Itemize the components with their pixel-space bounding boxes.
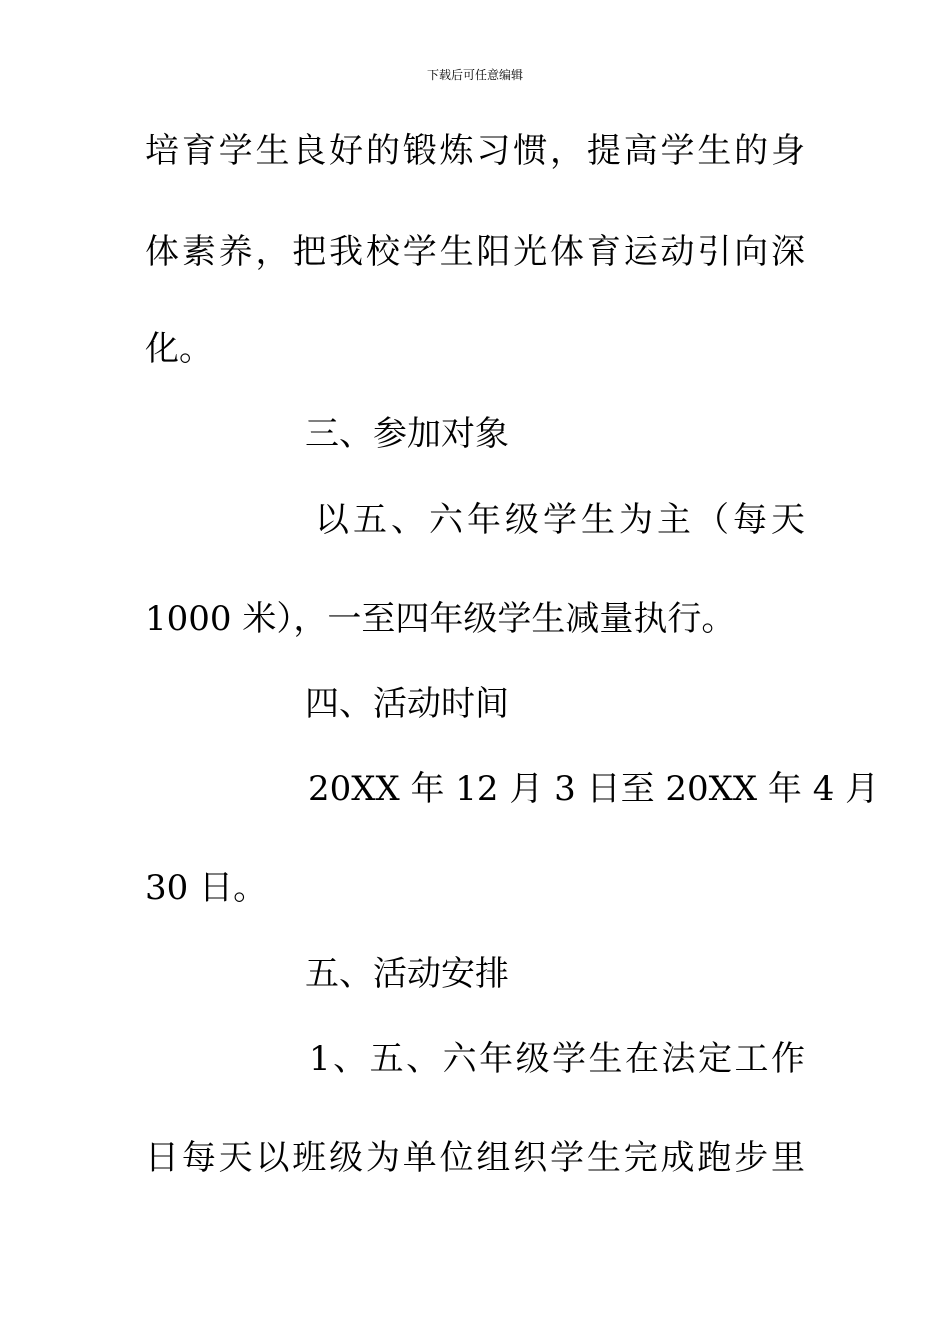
section-heading-participants: 三、参加对象 [305,414,509,454]
page-header: 下载后可任意编辑 [426,68,523,82]
body-line-1: 培育学生良好的锻炼习惯，提高学生的身 [145,131,805,171]
body-line-9: 日每天以班级为单位组织学生完成跑步里 [145,1138,805,1178]
body-line-2: 体素养，把我校学生阳光体育运动引向深 [145,232,805,272]
body-line-8: 1、五、六年级学生在法定工作 [309,1039,805,1079]
body-line-5: 1000 米），一至四年级学生减量执行。 [145,599,736,639]
section-heading-arrangement: 五、活动安排 [305,954,509,994]
body-line-7: 30 日。 [145,868,268,908]
body-line-4: 以五、六年级学生为主（每天 [315,500,805,540]
section-heading-time: 四、活动时间 [305,684,509,724]
body-line-3: 化。 [145,329,213,369]
body-line-6: 20XX 年 12 月 3 日至 20XX 年 4 月 [308,769,880,809]
